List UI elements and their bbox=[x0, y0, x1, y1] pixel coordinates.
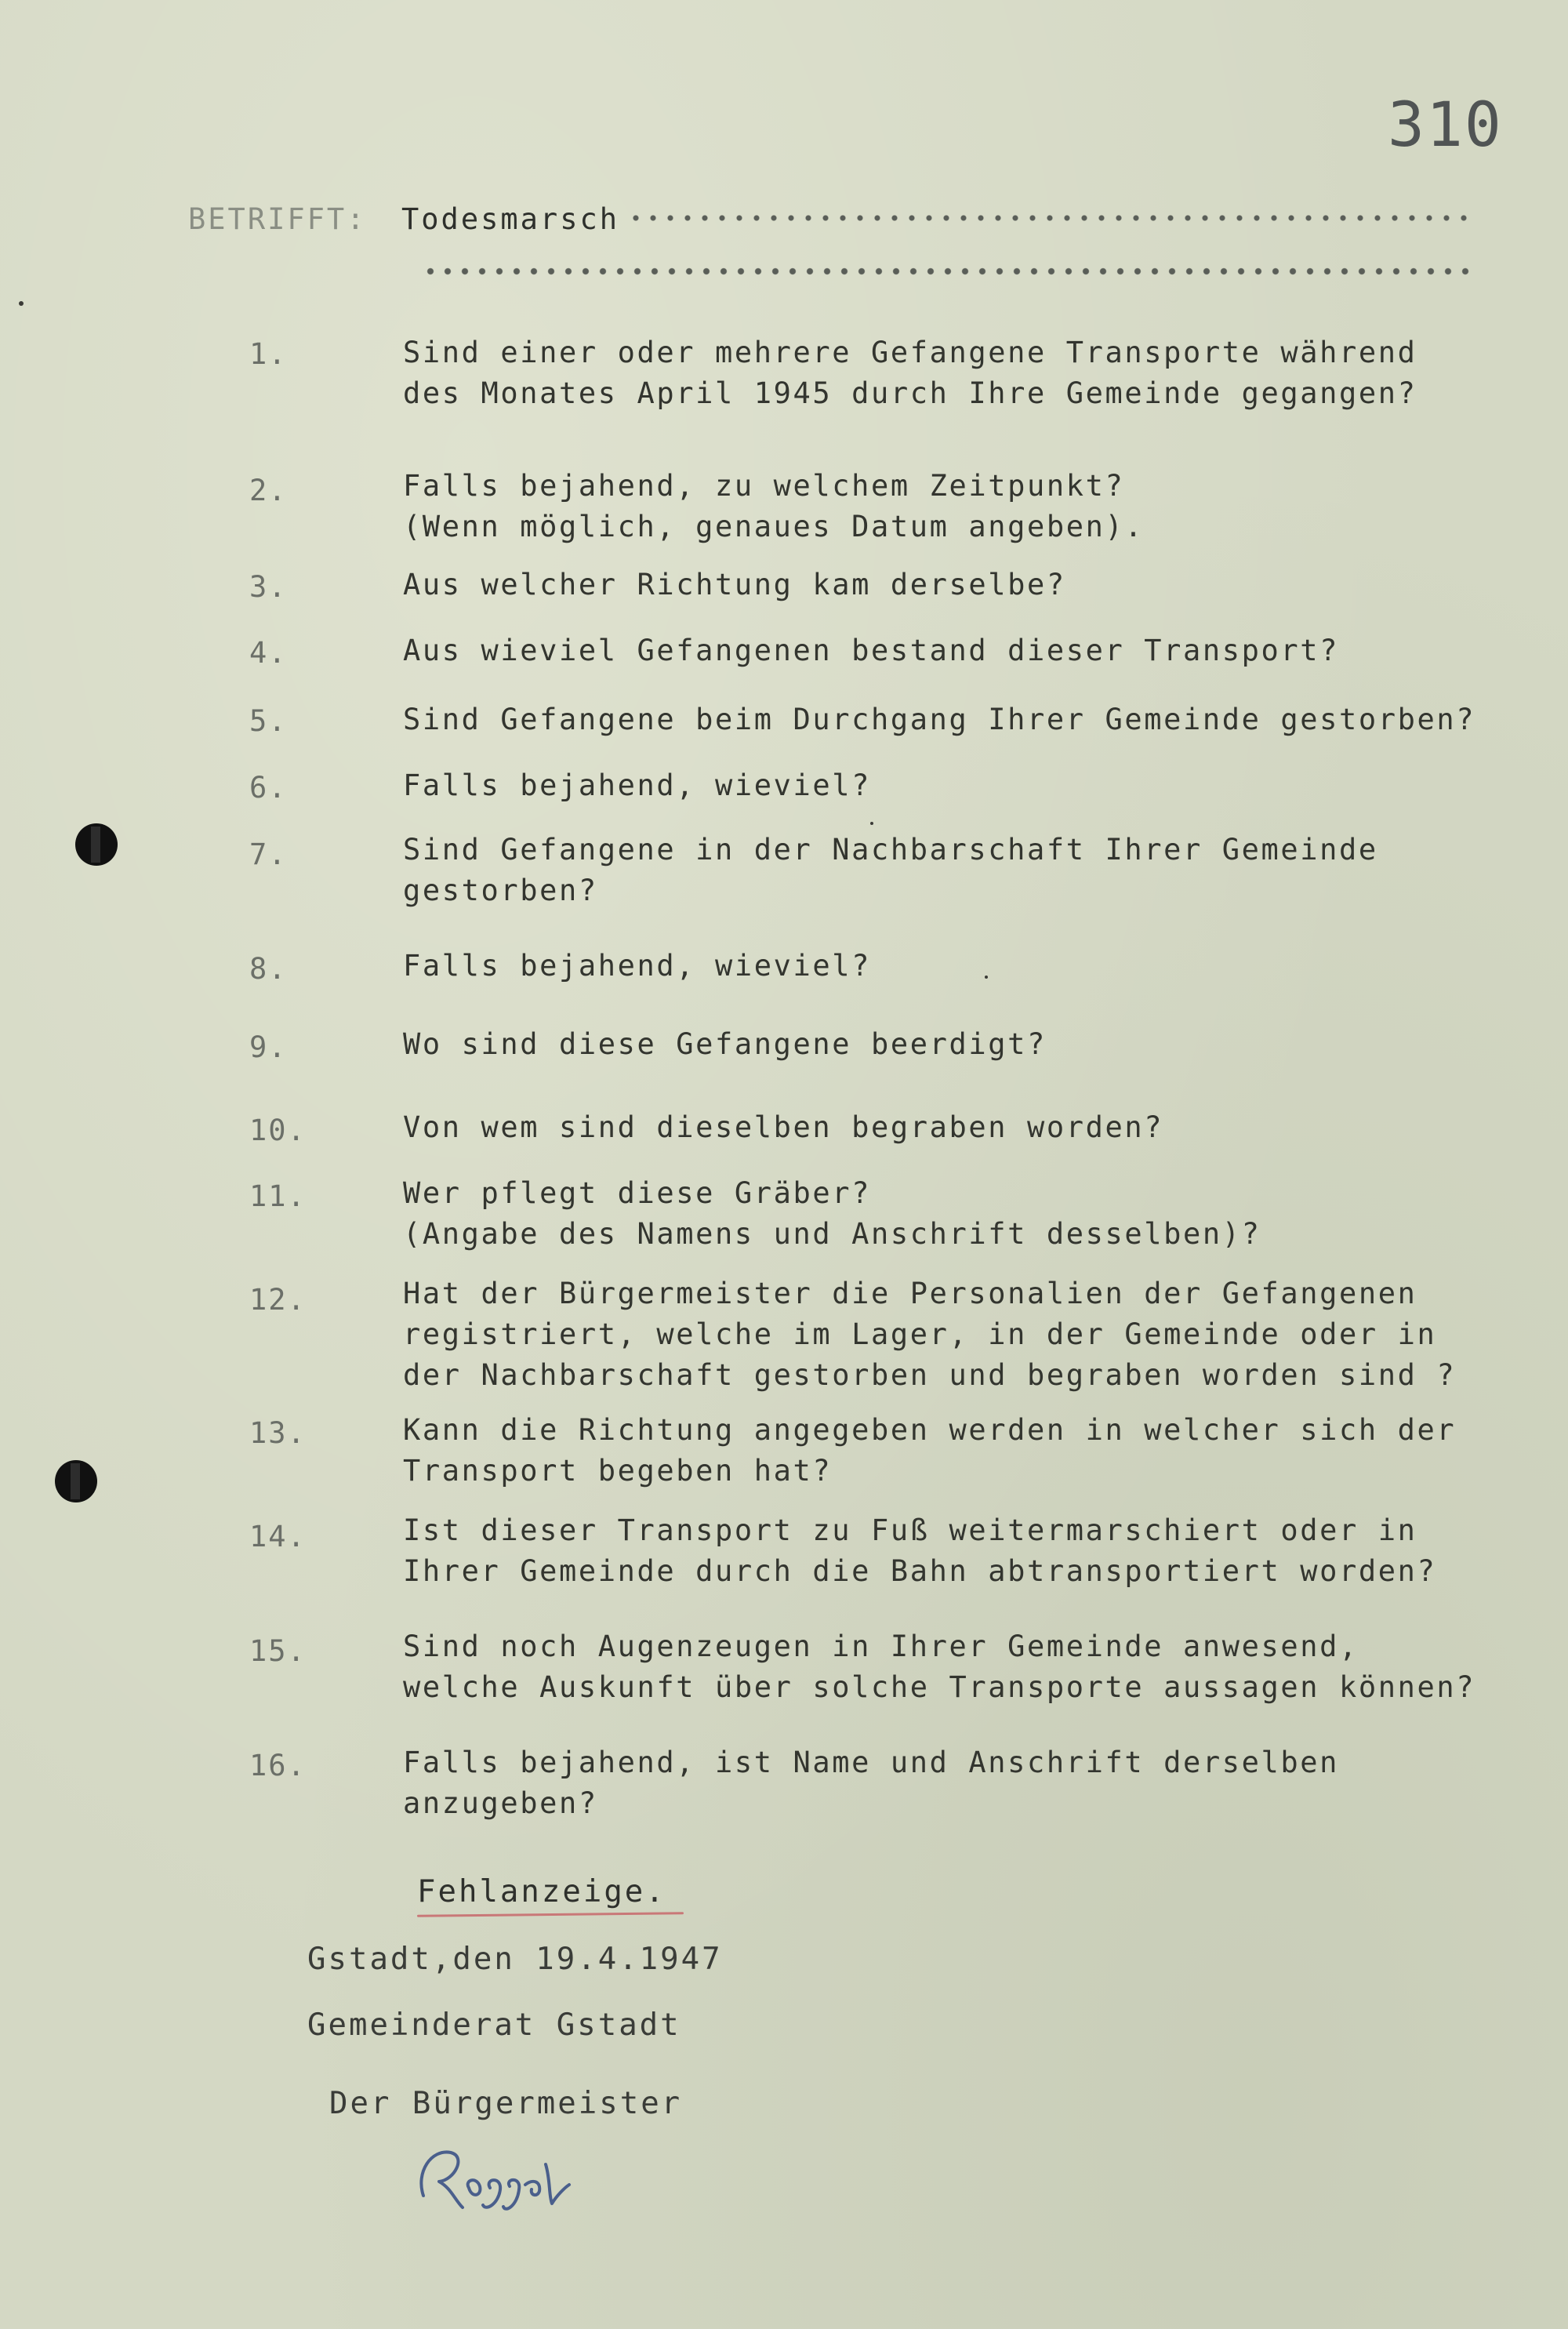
punch-hole bbox=[75, 823, 118, 866]
question-text: Sind Gefangene in der Nachbarschaft Ihrer Gemeinde gestorben? bbox=[403, 833, 1378, 907]
question-number: 2. bbox=[249, 474, 288, 507]
question-number: 15. bbox=[249, 1634, 307, 1668]
question-text: Falls bejahend, wieviel? bbox=[403, 949, 872, 983]
question-number: 16. bbox=[249, 1749, 307, 1782]
question-number: 9. bbox=[249, 1030, 288, 1064]
red-underline bbox=[417, 1912, 684, 1917]
question-number: 6. bbox=[249, 771, 288, 805]
dotted-leader-line-2 bbox=[422, 263, 1472, 279]
subject-label: BETRIFFT: bbox=[188, 202, 367, 236]
ink-speck bbox=[870, 822, 873, 825]
question-text: Falls bejahend, ist Name und Anschrift derselben anzugeben? bbox=[403, 1746, 1340, 1820]
council-name: Gemeinderat Gstadt bbox=[307, 2007, 681, 2043]
question-number: 14. bbox=[249, 1520, 307, 1553]
question-number: 3. bbox=[249, 570, 288, 604]
response-text: Fehlanzeige. bbox=[417, 1874, 666, 1909]
ink-speck bbox=[985, 976, 988, 979]
question-text: Wer pflegt diese Gräber? (Angabe des Namens und Anschrift desselben)? bbox=[403, 1176, 1261, 1251]
subject-value: Todesmarsch bbox=[401, 202, 620, 236]
question-text: Aus wieviel Gefangenen bestand dieser Transport? bbox=[403, 634, 1340, 667]
ink-speck bbox=[19, 301, 24, 306]
question-number: 12. bbox=[249, 1283, 307, 1317]
question-text: Aus welcher Richtung kam derselbe? bbox=[403, 568, 1066, 601]
question-text: Falls bejahend, zu welchem Zeitpunkt? (Wenn möglich, genaues Datum angeben). bbox=[403, 469, 1145, 543]
question-number: 11. bbox=[249, 1179, 307, 1213]
question-text: Falls bejahend, wieviel? bbox=[403, 768, 872, 802]
question-text: Ist dieser Transport zu Fuß weitermarschiert oder in Ihrer Gemeinde durch die Bahn abtransportiert worden? bbox=[403, 1513, 1437, 1588]
question-text: Von wem sind dieselben begraben worden? bbox=[403, 1110, 1164, 1144]
question-text: Wo sind diese Gefangene beerdigt? bbox=[403, 1027, 1047, 1061]
handwritten-signature bbox=[408, 2133, 596, 2219]
dotted-leader-line bbox=[627, 210, 1474, 226]
punch-hole bbox=[55, 1460, 97, 1502]
question-number: 8. bbox=[249, 952, 288, 986]
question-text: Hat der Bürgermeister die Personalien der Gefangenen registriert, welche im Lager, in der Gemeinde oder in der Nachbarschaft gestorben und begraben worden sind ? bbox=[403, 1277, 1457, 1392]
question-number: 7. bbox=[249, 837, 288, 871]
question-text: Kann die Richtung angegeben werden in welcher sich der Transport begeben hat? bbox=[403, 1413, 1457, 1488]
question-text: Sind Gefangene beim Durchgang Ihrer Gemeinde gestorben? bbox=[403, 703, 1476, 736]
page-number: 310 bbox=[1388, 90, 1503, 161]
question-number: 13. bbox=[249, 1416, 307, 1450]
question-number: 1. bbox=[249, 337, 288, 371]
question-number: 5. bbox=[249, 704, 288, 738]
question-text: Sind noch Augenzeugen in Ihrer Gemeinde anwesend, welche Auskunft über solche Transporte aussagen können? bbox=[403, 1630, 1476, 1704]
signatory-title: Der Bürgermeister bbox=[329, 2086, 683, 2121]
question-number: 4. bbox=[249, 636, 288, 670]
place-date: Gstadt,den 19.4.1947 bbox=[307, 1942, 723, 1977]
question-number: 10. bbox=[249, 1114, 307, 1147]
question-text: Sind einer oder mehrere Gefangene Transporte während des Monates April 1945 durch Ihre Gemeinde gegangen? bbox=[403, 336, 1417, 410]
